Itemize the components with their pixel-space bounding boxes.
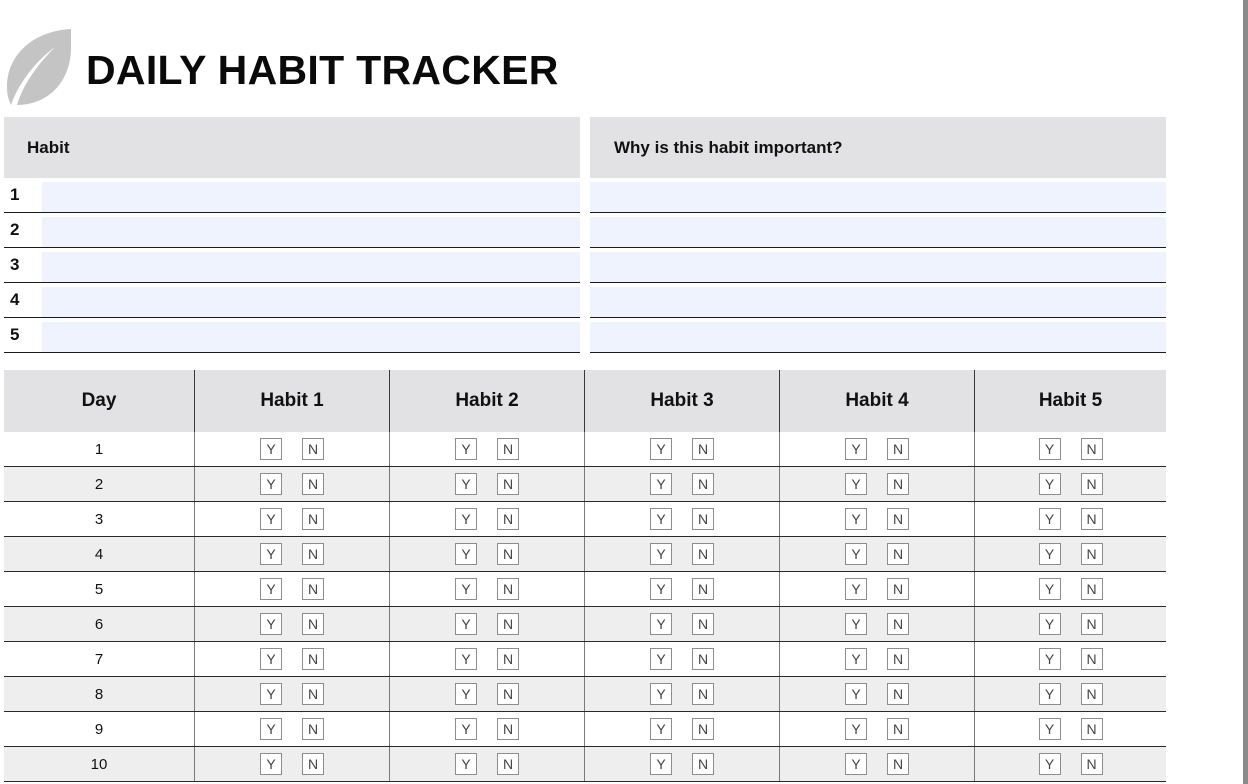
why-input-field[interactable] xyxy=(590,287,1166,317)
no-checkbox[interactable]: N xyxy=(1081,718,1103,740)
yes-checkbox[interactable]: Y xyxy=(1039,508,1061,530)
yes-checkbox[interactable]: Y xyxy=(260,438,282,460)
why-input-field[interactable] xyxy=(590,252,1166,282)
yes-checkbox[interactable]: Y xyxy=(845,613,867,635)
no-checkbox[interactable]: N xyxy=(497,438,519,460)
no-checkbox[interactable]: N xyxy=(692,473,714,495)
habit-line-number: 4 xyxy=(4,283,42,317)
yes-checkbox[interactable]: Y xyxy=(845,683,867,705)
yes-checkbox[interactable]: Y xyxy=(650,543,672,565)
table-row xyxy=(4,467,1166,502)
habit-column-header: Habit 5 xyxy=(974,370,1166,432)
habit-line-number: 2 xyxy=(4,213,42,247)
no-checkbox[interactable]: N xyxy=(1081,508,1103,530)
table-row xyxy=(4,712,1166,747)
no-checkbox[interactable]: N xyxy=(497,613,519,635)
why-line xyxy=(590,178,1166,213)
day-number: 7 xyxy=(94,650,104,668)
yes-checkbox[interactable]: Y xyxy=(455,438,477,460)
habit-check-cell xyxy=(779,642,974,676)
habit-tracker-table xyxy=(4,370,1166,782)
yes-checkbox[interactable]: Y xyxy=(650,683,672,705)
yes-checkbox[interactable]: Y xyxy=(455,578,477,600)
habit-check-cell xyxy=(389,607,584,641)
yes-checkbox[interactable]: Y xyxy=(260,648,282,670)
no-checkbox[interactable]: N xyxy=(1081,683,1103,705)
table-row xyxy=(4,432,1166,467)
no-checkbox[interactable]: N xyxy=(302,718,324,740)
yes-checkbox[interactable]: Y xyxy=(650,508,672,530)
habit-check-cell xyxy=(194,502,389,536)
habit-check-cell xyxy=(194,467,389,501)
habit-check-cell xyxy=(194,747,389,781)
habit-check-cell xyxy=(584,712,779,746)
habit-check-cell xyxy=(194,537,389,571)
yes-checkbox[interactable]: Y xyxy=(455,683,477,705)
habit-input-field[interactable] xyxy=(42,287,580,317)
yes-checkbox[interactable]: Y xyxy=(845,648,867,670)
yes-checkbox[interactable]: Y xyxy=(260,578,282,600)
why-line xyxy=(590,318,1166,353)
no-checkbox[interactable]: N xyxy=(497,473,519,495)
day-number: 6 xyxy=(94,615,104,633)
yes-checkbox[interactable]: Y xyxy=(455,613,477,635)
no-checkbox[interactable]: N xyxy=(302,508,324,530)
habit-check-cell xyxy=(584,747,779,781)
habit-input-field[interactable] xyxy=(42,322,580,352)
why-input-field[interactable] xyxy=(590,182,1166,212)
no-checkbox[interactable]: N xyxy=(302,578,324,600)
habit-check-cell xyxy=(779,502,974,536)
no-checkbox[interactable]: N xyxy=(887,648,909,670)
day-number: 2 xyxy=(94,475,104,493)
habit-line xyxy=(4,283,580,318)
yes-checkbox[interactable]: Y xyxy=(1039,718,1061,740)
no-checkbox[interactable]: N xyxy=(1081,438,1103,460)
why-panel xyxy=(590,117,1166,353)
no-checkbox[interactable]: N xyxy=(497,718,519,740)
habit-check-cell xyxy=(389,537,584,571)
no-checkbox[interactable]: N xyxy=(302,753,324,775)
yes-checkbox[interactable]: Y xyxy=(845,718,867,740)
habit-panel xyxy=(4,117,580,353)
habit-check-cell xyxy=(389,467,584,501)
yes-checkbox[interactable]: Y xyxy=(455,718,477,740)
habit-check-cell xyxy=(194,572,389,606)
habit-line-number: 1 xyxy=(4,178,42,212)
no-checkbox[interactable]: N xyxy=(302,543,324,565)
habit-check-cell xyxy=(389,712,584,746)
yes-checkbox[interactable]: Y xyxy=(260,543,282,565)
habit-check-cell xyxy=(974,677,1166,711)
habit-check-cell xyxy=(779,712,974,746)
no-checkbox[interactable]: N xyxy=(692,718,714,740)
yes-checkbox[interactable]: Y xyxy=(1039,753,1061,775)
day-number: 4 xyxy=(94,545,104,563)
habit-check-cell xyxy=(974,712,1166,746)
habit-check-cell xyxy=(584,607,779,641)
habit-check-cell xyxy=(389,572,584,606)
yes-checkbox[interactable]: Y xyxy=(1039,648,1061,670)
yes-checkbox[interactable]: Y xyxy=(650,718,672,740)
yes-checkbox[interactable]: Y xyxy=(455,473,477,495)
yes-checkbox[interactable]: Y xyxy=(845,473,867,495)
no-checkbox[interactable]: N xyxy=(302,473,324,495)
no-checkbox[interactable]: N xyxy=(497,578,519,600)
habit-check-cell xyxy=(194,432,389,466)
table-row xyxy=(4,642,1166,677)
day-number: 8 xyxy=(94,685,104,703)
no-checkbox[interactable]: N xyxy=(1081,613,1103,635)
yes-checkbox[interactable]: Y xyxy=(1039,438,1061,460)
habit-check-cell xyxy=(974,572,1166,606)
table-row xyxy=(4,607,1166,642)
habit-check-cell xyxy=(584,572,779,606)
day-number: 5 xyxy=(94,580,104,598)
habit-check-cell xyxy=(194,642,389,676)
habit-column-header: Habit 2 xyxy=(389,370,584,432)
habit-check-cell xyxy=(974,607,1166,641)
no-checkbox[interactable]: N xyxy=(497,508,519,530)
habit-line xyxy=(4,248,580,283)
no-checkbox[interactable]: N xyxy=(692,508,714,530)
why-line xyxy=(590,213,1166,248)
no-checkbox[interactable]: N xyxy=(302,438,324,460)
why-input-field[interactable] xyxy=(590,322,1166,352)
yes-checkbox[interactable]: Y xyxy=(845,753,867,775)
habit-check-cell xyxy=(389,747,584,781)
yes-checkbox[interactable]: Y xyxy=(455,508,477,530)
habit-check-cell xyxy=(779,677,974,711)
yes-checkbox[interactable]: Y xyxy=(1039,473,1061,495)
no-checkbox[interactable]: N xyxy=(497,753,519,775)
no-checkbox[interactable]: N xyxy=(887,753,909,775)
habit-check-cell xyxy=(779,432,974,466)
no-checkbox[interactable]: N xyxy=(887,473,909,495)
habit-check-cell xyxy=(584,432,779,466)
habit-check-cell xyxy=(194,712,389,746)
why-panel-header: Why is this habit important? xyxy=(590,117,1166,178)
habit-check-cell xyxy=(584,642,779,676)
habit-column-header: Habit 1 xyxy=(194,370,389,432)
habit-column-header: Habit 4 xyxy=(779,370,974,432)
yes-checkbox[interactable]: Y xyxy=(260,508,282,530)
habit-check-cell xyxy=(974,502,1166,536)
table-row xyxy=(4,572,1166,607)
no-checkbox[interactable]: N xyxy=(1081,648,1103,670)
no-checkbox[interactable]: N xyxy=(497,543,519,565)
no-checkbox[interactable]: N xyxy=(887,578,909,600)
yes-checkbox[interactable]: Y xyxy=(455,753,477,775)
why-line xyxy=(590,248,1166,283)
habit-check-cell xyxy=(584,467,779,501)
yes-checkbox[interactable]: Y xyxy=(1039,683,1061,705)
yes-checkbox[interactable]: Y xyxy=(650,578,672,600)
day-number: 9 xyxy=(94,720,104,738)
no-checkbox[interactable]: N xyxy=(692,578,714,600)
habit-check-cell xyxy=(194,607,389,641)
yes-checkbox[interactable]: Y xyxy=(260,613,282,635)
table-row xyxy=(4,537,1166,572)
why-line xyxy=(590,283,1166,318)
yes-checkbox[interactable]: Y xyxy=(650,753,672,775)
habit-check-cell xyxy=(974,642,1166,676)
no-checkbox[interactable]: N xyxy=(1081,578,1103,600)
no-checkbox[interactable]: N xyxy=(1081,473,1103,495)
no-checkbox[interactable]: N xyxy=(692,753,714,775)
habit-check-cell xyxy=(389,677,584,711)
yes-checkbox[interactable]: Y xyxy=(845,578,867,600)
no-checkbox[interactable]: N xyxy=(692,613,714,635)
no-checkbox[interactable]: N xyxy=(692,648,714,670)
no-checkbox[interactable]: N xyxy=(887,613,909,635)
no-checkbox[interactable]: N xyxy=(692,683,714,705)
yes-checkbox[interactable]: Y xyxy=(845,438,867,460)
habit-input-field[interactable] xyxy=(42,252,580,282)
no-checkbox[interactable]: N xyxy=(887,438,909,460)
no-checkbox[interactable]: N xyxy=(887,718,909,740)
no-checkbox[interactable]: N xyxy=(692,438,714,460)
habit-check-cell xyxy=(389,432,584,466)
yes-checkbox[interactable]: Y xyxy=(455,648,477,670)
day-number: 1 xyxy=(94,440,104,458)
habit-check-cell xyxy=(584,502,779,536)
table-row xyxy=(4,677,1166,712)
habit-line xyxy=(4,178,580,213)
habit-check-cell xyxy=(779,607,974,641)
page-title: DAILY HABIT TRACKER xyxy=(86,47,559,93)
no-checkbox[interactable]: N xyxy=(887,508,909,530)
yes-checkbox[interactable]: Y xyxy=(845,508,867,530)
no-checkbox[interactable]: N xyxy=(497,648,519,670)
no-checkbox[interactable]: N xyxy=(497,683,519,705)
habit-input-field[interactable] xyxy=(42,217,580,247)
yes-checkbox[interactable]: Y xyxy=(1039,578,1061,600)
habit-check-cell xyxy=(779,572,974,606)
habit-column-header: Habit 3 xyxy=(584,370,779,432)
no-checkbox[interactable]: N xyxy=(1081,543,1103,565)
yes-checkbox[interactable]: Y xyxy=(455,543,477,565)
yes-checkbox[interactable]: Y xyxy=(1039,613,1061,635)
habit-panel-header: Habit xyxy=(4,117,580,178)
day-number: 10 xyxy=(90,755,108,773)
why-input-field[interactable] xyxy=(590,217,1166,247)
habit-check-cell xyxy=(974,537,1166,571)
yes-checkbox[interactable]: Y xyxy=(260,473,282,495)
habit-check-cell xyxy=(974,432,1166,466)
habit-check-cell xyxy=(779,537,974,571)
habit-line-number: 5 xyxy=(4,318,42,352)
page-edge xyxy=(1243,0,1248,784)
leaf-icon xyxy=(3,27,73,107)
habit-check-cell xyxy=(974,467,1166,501)
habit-check-cell xyxy=(584,537,779,571)
no-checkbox[interactable]: N xyxy=(1081,753,1103,775)
yes-checkbox[interactable]: Y xyxy=(650,613,672,635)
habit-check-cell xyxy=(389,502,584,536)
yes-checkbox[interactable]: Y xyxy=(260,718,282,740)
no-checkbox[interactable]: N xyxy=(302,648,324,670)
habit-check-cell xyxy=(779,467,974,501)
no-checkbox[interactable]: N xyxy=(887,543,909,565)
no-checkbox[interactable]: N xyxy=(302,683,324,705)
habit-line xyxy=(4,213,580,248)
no-checkbox[interactable]: N xyxy=(692,543,714,565)
table-row xyxy=(4,502,1166,537)
day-number: 3 xyxy=(94,510,104,528)
habit-check-cell xyxy=(389,642,584,676)
yes-checkbox[interactable]: Y xyxy=(1039,543,1061,565)
yes-checkbox[interactable]: Y xyxy=(650,473,672,495)
table-header xyxy=(4,370,1166,432)
habit-check-cell xyxy=(584,677,779,711)
habit-check-cell xyxy=(974,747,1166,781)
yes-checkbox[interactable]: Y xyxy=(845,543,867,565)
day-column-header: Day xyxy=(81,390,117,411)
habit-line xyxy=(4,318,580,353)
yes-checkbox[interactable]: Y xyxy=(260,683,282,705)
yes-checkbox[interactable]: Y xyxy=(650,648,672,670)
yes-checkbox[interactable]: Y xyxy=(650,438,672,460)
habit-input-field[interactable] xyxy=(42,182,580,212)
habit-check-cell xyxy=(779,747,974,781)
habit-line-number: 3 xyxy=(4,248,42,282)
habit-check-cell xyxy=(194,677,389,711)
no-checkbox[interactable]: N xyxy=(302,613,324,635)
yes-checkbox[interactable]: Y xyxy=(260,753,282,775)
no-checkbox[interactable]: N xyxy=(887,683,909,705)
table-row xyxy=(4,747,1166,782)
